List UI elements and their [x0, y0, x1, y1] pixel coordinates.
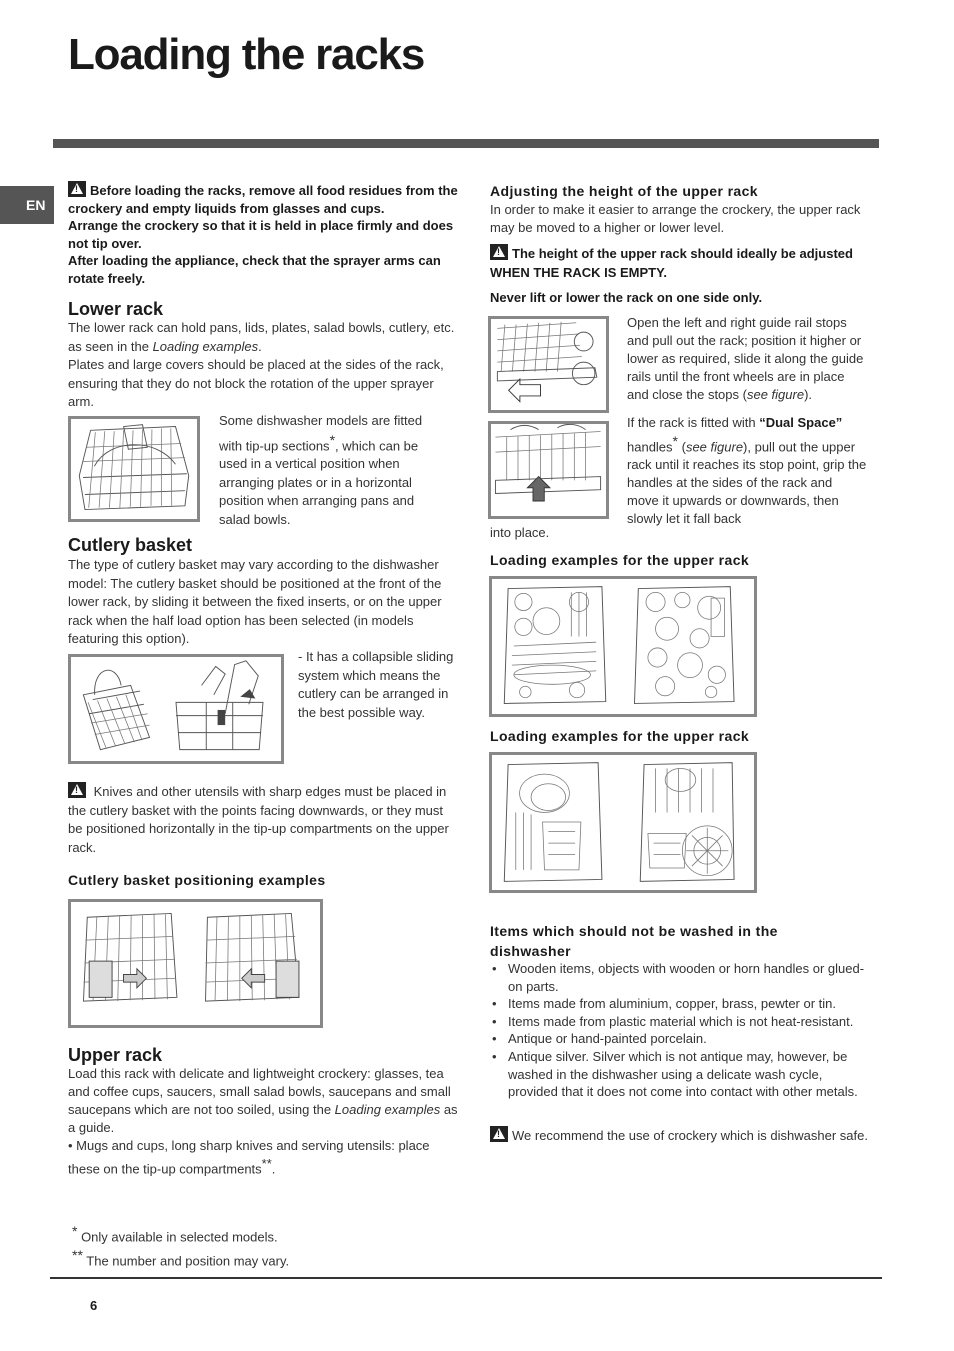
language-tab: EN — [0, 186, 54, 224]
loading-example-figure-1 — [489, 576, 757, 717]
recommend-text: !We recommend the use of crockery which is dishwasher safe. — [490, 1126, 868, 1145]
cutlery-positioning-figure — [68, 899, 323, 1028]
guide-rail-figure — [488, 316, 609, 413]
loading-examples-heading-2: Loading examples for the upper rack — [490, 728, 750, 744]
list-item: • Items made from plastic material which is not heat-resistant. — [490, 1013, 872, 1031]
upper-rack-text: Load this rack with delicate and lightweight crockery: glasses, tea and coffee cups, saucers, small salad bowls, saucepans and small saucepans which are not too soiled, using the Loading examples as a guide. • Mugs and cups, long sharp knives and serving utensils: place these on the tip-up compartments**. — [68, 1066, 458, 1177]
not-washed-list — [490, 960, 872, 1101]
list-item: • Antique or hand-painted porcelain. — [490, 1030, 872, 1048]
cutlery-basket-heading: Cutlery basket — [68, 535, 193, 555]
footnotes — [72, 1222, 372, 1271]
page-title: Loading the racks — [68, 30, 425, 79]
dual-space-figure — [488, 421, 609, 519]
list-item: • Items made from aluminium, copper, brass, pewter or tin. — [490, 995, 872, 1013]
empty-rack-warning: !The height of the upper rack should ideally be adjusted WHEN THE RACK IS EMPTY. — [490, 244, 870, 282]
knives-warning: ! Knives and other utensils with sharp edges must be placed in the cutlery basket with the points facing downwards, or they must be positioned horizontally in the tip-up compartments on the upper rack. — [68, 782, 456, 857]
guide-rail-text: Open the left and right guide rail stops and pull out the rack; position it higher or lower as required, slide it along the guide rails until the front wheels are in place and close the stops (see figure). — [627, 315, 864, 402]
warning-icon — [490, 244, 508, 260]
cutlery-basket-figure — [68, 654, 284, 764]
lower-rack-heading: Lower rack — [68, 299, 164, 319]
not-washed-heading: Items which should not be washed in the dishwasher — [490, 923, 778, 959]
intro-warning — [68, 181, 458, 287]
upper-rack-heading: Upper rack — [68, 1045, 163, 1065]
adjusting-heading: Adjusting the height of the upper rack — [490, 183, 758, 199]
dual-space-tail: into place. — [490, 525, 550, 540]
never-lift-text: Never lift or lower the rack on one side only. — [490, 290, 763, 305]
list-item: • Antique silver. Silver which is not antique may, however, be washed in the dishwasher using a delicate wash cycle, provided that it does not come into contact with other metals. — [490, 1048, 872, 1101]
cutlery-examples-heading: Cutlery basket positioning examples — [68, 872, 326, 888]
lower-rack-text: The lower rack can hold pans, lids, plates, salad bowls, cutlery, etc. as seen in the Loading examples. Plates and large covers should be placed at the sides of the rack, ensuring that they do not block the rotation of the upper sprayer arm. — [68, 320, 455, 409]
list-item: • Wooden items, objects with wooden or horn handles or glued-on parts. — [490, 960, 872, 995]
footer-rule — [50, 1277, 882, 1279]
intro-line-2: Arrange the crockery so that it is held in place firmly and does not tip over. — [68, 218, 454, 251]
header-rule — [53, 139, 879, 148]
warning-icon — [490, 1126, 508, 1142]
intro-line-3: After loading the appliance, check that the sprayer arms can rotate freely. — [68, 253, 441, 286]
loading-examples-heading-1: Loading examples for the upper rack — [490, 552, 750, 568]
adjusting-text: In order to make it easier to arrange the crockery, the upper rack may be moved to a higher or lower level. — [490, 202, 861, 235]
warning-icon — [68, 181, 86, 197]
tip-up-text: Some dishwasher models are fitted with tip-up sections*, which can be used in a vertical position when arranging plates or in a horizontal position when arranging pans and salad bowls. — [219, 413, 423, 527]
footnote-1: * Only available in selected models. — [72, 1223, 278, 1245]
collapsible-text: - It has a collapsible sliding system which means the cutlery can be arranged in the best possible way. — [298, 649, 454, 720]
lower-rack-figure — [68, 416, 200, 522]
intro-line-1: Before loading the racks, remove all food residues from the crockery and empty liquids from glasses and cups. — [68, 183, 458, 216]
warning-icon — [68, 782, 86, 798]
page-number: 6 — [90, 1298, 98, 1313]
cutlery-basket-text: The type of cutlery basket may vary according to the dishwasher model: The cutlery basket should be positioned at the front of the lower rack, by sliding it between the fixed inserts, or on the upper rack when the half load option has been selected (in models featuring this option). — [68, 557, 442, 646]
dual-space-text: If the rack is fitted with “Dual Space” handles* (see figure), pull out the upper rack until it reaches its stop point, grip the handles at the sides of the rack and move it upwards or downwards, then slowly let it fall back — [627, 415, 867, 527]
loading-example-figure-2 — [489, 752, 757, 893]
footnote-2: ** The number and position may vary. — [72, 1247, 290, 1269]
